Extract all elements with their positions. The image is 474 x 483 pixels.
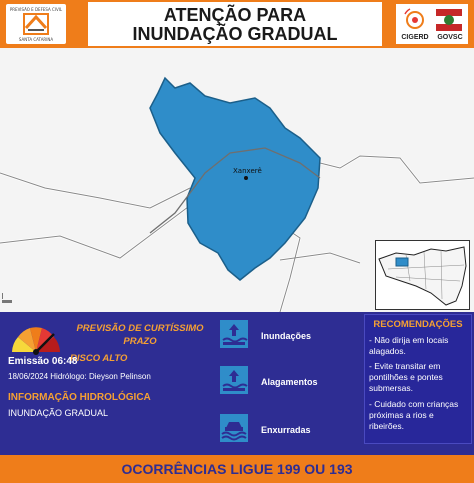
info-panel — [0, 312, 474, 455]
alert-title — [88, 6, 382, 44]
city-label: Xanxerê — [233, 167, 262, 175]
santa-catarina-state-shape — [379, 247, 466, 305]
logo-left-bottom-text: SANTA CATARINA — [18, 37, 54, 42]
govsc-label: GOVSC — [437, 34, 463, 41]
alert-region-locator — [396, 258, 408, 266]
waterlogging-arrow-icon — [220, 366, 248, 394]
header-bar — [0, 0, 474, 48]
emission-time: Emissão 06:48 — [8, 356, 78, 367]
hazard-label-alagamentos: Alagamentos — [261, 377, 318, 387]
emergency-numbers: OCORRÊNCIAS LIGUE 199 OU 193 — [121, 461, 353, 477]
flash-flood-car-icon — [220, 414, 248, 442]
hydro-info-title: INFORMAÇÃO HIDROLÓGICA — [8, 392, 151, 403]
partner-logos — [396, 4, 468, 44]
risk-level-label: RISCO ALTO — [70, 353, 128, 364]
cigerd-logo-icon — [405, 9, 423, 28]
santa-catarina-flag-icon — [436, 9, 462, 31]
alert-title-line2: INUNDAÇÃO GRADUAL — [132, 24, 338, 44]
alert-title-line1: ATENÇÃO PARA — [163, 5, 307, 25]
footer-bar — [0, 455, 474, 483]
forecast-line1: PREVISÃO DE CURTÍSSIMO PRAZO — [76, 323, 204, 347]
recommendations-title: RECOMENDAÇÕES — [373, 319, 463, 330]
city-marker-icon — [244, 176, 248, 180]
scale-bar-icon — [2, 293, 12, 303]
date-hydrologist: 18/06/2024 Hidrólogo: Dieyson Pelinson — [8, 372, 151, 381]
state-locator-inset — [375, 240, 470, 310]
hazard-label-inundacoes: Inundações — [261, 331, 312, 341]
hazard-label-enxurradas: Enxurradas — [261, 425, 311, 435]
defesa-civil-logo — [6, 4, 66, 44]
cigerd-label: CIGERD — [401, 34, 429, 41]
hydro-info-value: INUNDAÇÃO GRADUAL — [8, 408, 109, 418]
recommendation-item: - Evite transitar em pontilhões e pontes submersas. — [369, 361, 443, 393]
logo-left-top-text: PREVISÃO E DEFESA CIVIL — [9, 7, 63, 12]
flood-arrow-icon — [220, 320, 248, 348]
alert-region-polygon — [150, 78, 320, 280]
recommendation-item: - Cuidado com crianças próximas a rios e ribeirões. — [369, 399, 459, 431]
recommendations-box — [364, 314, 472, 444]
risk-gauge-icon — [6, 318, 66, 360]
recommendation-item: - Não dirija em locais alagados. — [369, 335, 449, 356]
alert-map — [0, 48, 474, 312]
forecast-title — [66, 322, 214, 365]
title-box — [88, 2, 382, 46]
